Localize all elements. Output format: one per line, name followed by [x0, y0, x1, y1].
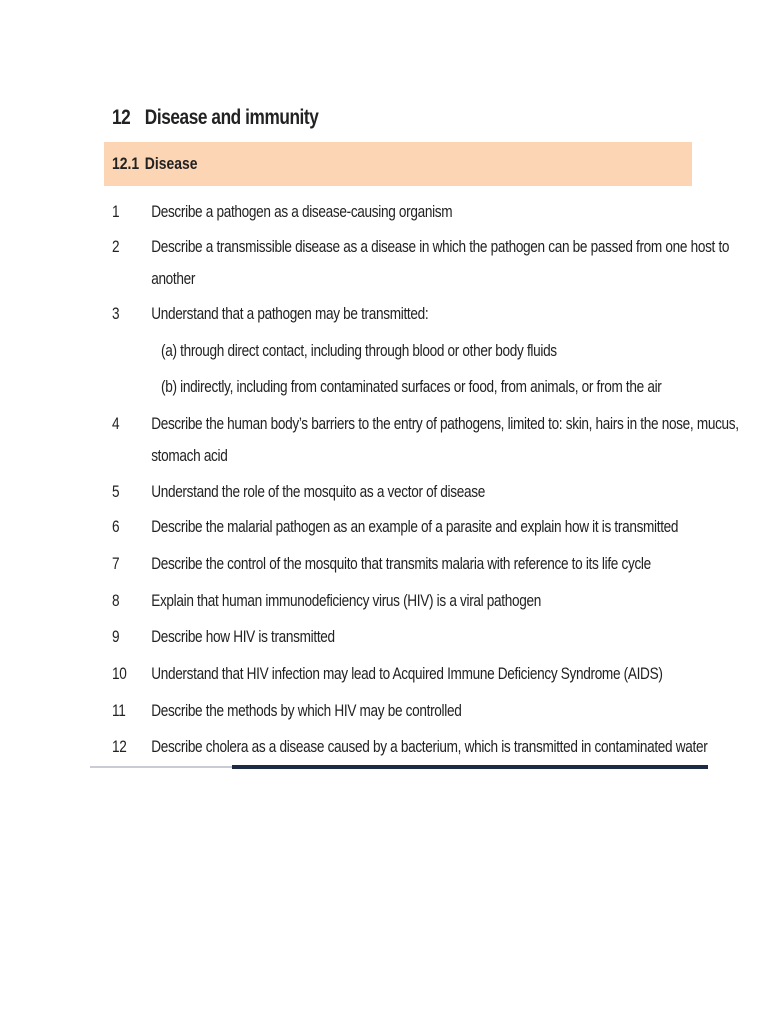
item-number: 7	[112, 554, 120, 573]
item-number: 10	[112, 664, 127, 683]
item-number: 8	[112, 591, 120, 610]
bottom-rule-light	[90, 766, 232, 768]
item-text: Describe the human body’s barriers to the entry of pathogens, limited to: skin, hairs in the nose, mucus,	[151, 414, 739, 433]
item-text: Describe how HIV is transmitted	[151, 627, 335, 646]
item-number: 3	[112, 304, 120, 323]
list-item	[112, 476, 664, 508]
item-text-continued: stomach acid	[151, 446, 228, 465]
list-item	[112, 298, 664, 330]
item-text: Explain that human immunodeficiency virus (HIV) is a viral pathogen	[151, 591, 541, 610]
list-item	[112, 585, 664, 617]
sub-item-b: (b) indirectly, including from contaminated surfaces or food, from animals, or from the air	[161, 377, 662, 396]
item-text-continued: another	[151, 269, 196, 288]
item-text: Describe a transmissible disease as a disease in which the pathogen can be passed from one host to	[151, 237, 730, 256]
item-number: 1	[112, 202, 120, 221]
item-text: Describe cholera as a disease caused by a bacterium, which is transmitted in contaminated water	[151, 737, 708, 756]
list-item	[112, 621, 664, 653]
list-item	[112, 548, 664, 580]
chapter-heading	[112, 106, 318, 130]
list-item	[112, 408, 739, 472]
list-item	[112, 731, 708, 763]
item-number: 6	[112, 517, 120, 536]
bottom-rule-dark	[232, 765, 708, 769]
item-text: Describe the control of the mosquito that transmits malaria with reference to its life cycle	[151, 554, 651, 573]
section-number: 12.1	[112, 154, 140, 173]
item-text: Describe the malarial pathogen as an example of a parasite and explain how it is transmitted	[151, 517, 679, 536]
item-number: 4	[112, 414, 120, 433]
list-item	[112, 196, 664, 228]
item-number: 5	[112, 482, 120, 501]
item-number: 9	[112, 627, 120, 646]
list-item	[112, 231, 730, 295]
list-item	[112, 658, 664, 690]
item-text: Understand that a pathogen may be transmitted:	[151, 304, 429, 323]
item-number: 2	[112, 237, 120, 256]
sub-item-a: (a) through direct contact, including through blood or other body fluids	[161, 341, 557, 360]
section-heading	[112, 154, 198, 174]
section-title: Disease	[144, 154, 198, 173]
section-header-band	[104, 142, 692, 186]
item-number: 11	[112, 701, 126, 720]
chapter-title: Disease and immunity	[144, 106, 319, 129]
chapter-number: 12	[112, 106, 131, 129]
item-number: 12	[112, 737, 127, 756]
list-item	[112, 695, 664, 727]
item-text: Describe a pathogen as a disease-causing organism	[151, 202, 453, 221]
item-text: Understand the role of the mosquito as a vector of disease	[151, 482, 485, 501]
list-item	[112, 511, 679, 543]
item-text: Understand that HIV infection may lead to Acquired Immune Deficiency Syndrome (AIDS)	[151, 664, 663, 683]
item-text: Describe the methods by which HIV may be controlled	[151, 701, 462, 720]
